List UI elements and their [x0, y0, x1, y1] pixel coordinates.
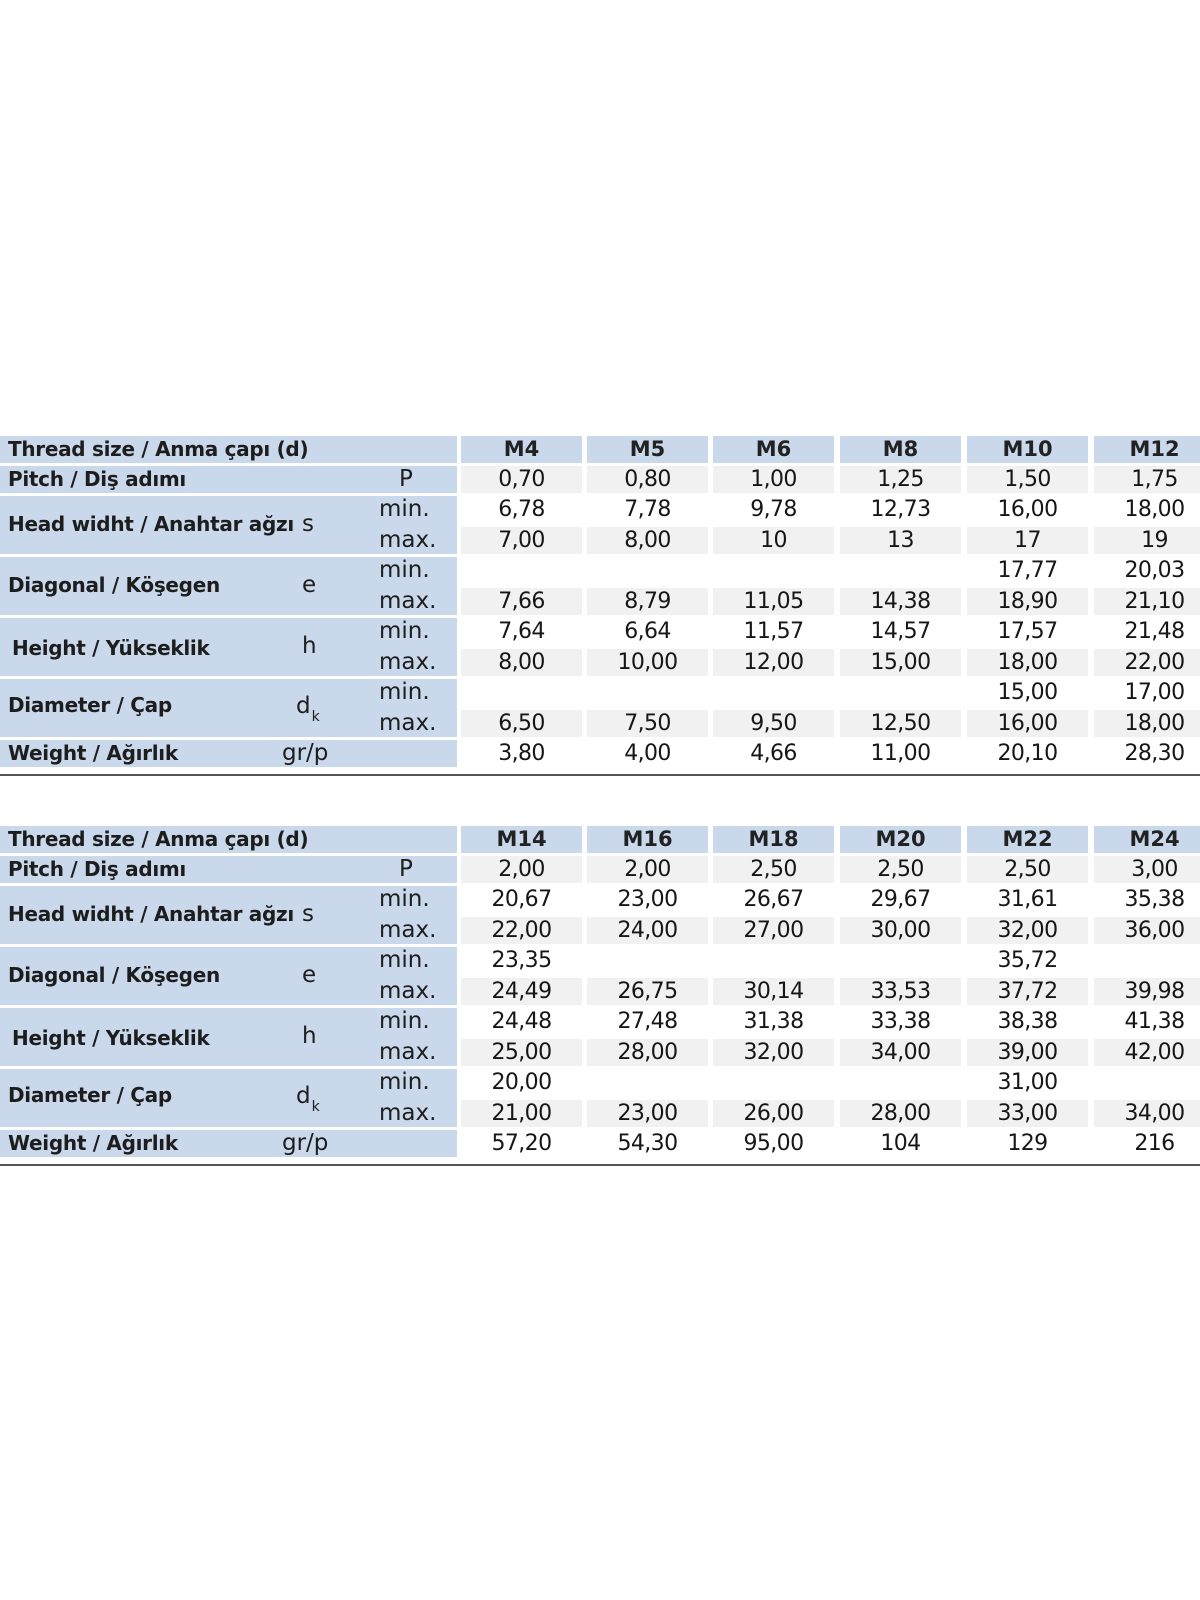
size-column-header: M22 — [967, 826, 1088, 853]
max-label: max. — [379, 527, 437, 553]
head-width-max-row — [0, 527, 1200, 554]
table-cell: 15,00 — [997, 680, 1058, 705]
table-cell: 2,50 — [713, 856, 834, 883]
row-symbol: P — [399, 466, 413, 492]
table-cell — [840, 679, 961, 706]
table-cell: 6,78 — [498, 497, 545, 522]
header-label: Thread size / Anma çapı (d) — [8, 827, 309, 851]
min-label: min. — [379, 1008, 430, 1034]
table-cell: 24,49 — [461, 978, 582, 1005]
table-cell: 38,38 — [997, 1009, 1058, 1034]
max-label: max. — [379, 1100, 437, 1126]
diagonal-min-row — [0, 947, 1200, 988]
table-cell: 18,00 — [1124, 497, 1185, 522]
table-cell: 29,67 — [870, 887, 931, 912]
table-cell: 57,20 — [491, 1131, 552, 1156]
table-cell: 19 — [1094, 527, 1200, 554]
row-symbol: s — [302, 511, 314, 537]
table-cell: 216 — [1134, 1131, 1175, 1156]
size-column-header: M14 — [461, 826, 582, 853]
table-cell: 1,00 — [713, 466, 834, 493]
table-cell: 35,72 — [997, 948, 1058, 973]
size-column-header: M4 — [461, 436, 582, 463]
table-cell: 13 — [840, 527, 961, 554]
row-label: Pitch / Diş adımı — [8, 467, 186, 491]
table-cell: 54,30 — [617, 1131, 678, 1156]
table-cell: 6,50 — [461, 710, 582, 737]
table-cell: 1,75 — [1094, 466, 1200, 493]
table-cell: 27,48 — [617, 1009, 678, 1034]
size-column-header: M8 — [840, 436, 961, 463]
table-cell: 31,38 — [743, 1009, 804, 1034]
table-cell: 17,77 — [997, 558, 1058, 583]
table-cell: 36,00 — [1094, 917, 1200, 944]
table-cell — [587, 1069, 708, 1096]
table-cell: 39,00 — [967, 1039, 1088, 1066]
row-symbol: h — [302, 633, 317, 659]
table-cell: 33,00 — [967, 1100, 1088, 1127]
table-cell: 17 — [967, 527, 1088, 554]
table-cell: 28,30 — [1124, 741, 1185, 766]
row-symbol: gr/p — [282, 1130, 329, 1156]
table-cell: 12,00 — [713, 649, 834, 676]
size-column-header: M12 — [1094, 436, 1200, 463]
table-cell: 22,00 — [1094, 649, 1200, 676]
diagonal-max-row — [0, 588, 1200, 615]
table-cell: 3,80 — [498, 741, 545, 766]
table-cell — [461, 557, 582, 584]
table-cell: 21,10 — [1094, 588, 1200, 615]
size-column-header: M20 — [840, 826, 961, 853]
min-label: min. — [379, 947, 430, 973]
table-cell: 129 — [1007, 1131, 1048, 1156]
table-cell: 23,35 — [491, 948, 552, 973]
size-column-header: M5 — [587, 436, 708, 463]
table-cell: 4,00 — [624, 741, 671, 766]
table-cell: 11,05 — [713, 588, 834, 615]
table-cell: 2,00 — [587, 856, 708, 883]
max-label: max. — [379, 978, 437, 1004]
table-cell: 14,57 — [870, 619, 931, 644]
row-label: Diameter / Çap — [8, 1083, 172, 1107]
diagonal-max-row — [0, 978, 1200, 1005]
size-column-header: M10 — [967, 436, 1088, 463]
table-cell: 3,00 — [1094, 856, 1200, 883]
table-cell: 24,00 — [587, 917, 708, 944]
height-min-row — [0, 618, 1200, 660]
row-symbol: P — [399, 856, 413, 882]
table-cell: 26,75 — [587, 978, 708, 1005]
table-cell: 30,14 — [713, 978, 834, 1005]
table-cell: 25,00 — [461, 1039, 582, 1066]
table-cell: 35,38 — [1124, 887, 1185, 912]
table-cell: 104 — [880, 1131, 921, 1156]
table-cell: 95,00 — [743, 1131, 804, 1156]
table-cell — [1094, 1069, 1200, 1096]
head-width-min-row — [0, 496, 1200, 537]
table-bottom-rule — [0, 1164, 1200, 1166]
table-cell: 26,00 — [713, 1100, 834, 1127]
max-label: max. — [379, 649, 437, 675]
table-cell: 21,48 — [1124, 619, 1185, 644]
table-cell: 7,64 — [498, 619, 545, 644]
size-column-header: M24 — [1094, 826, 1200, 853]
height-min-row — [0, 1008, 1200, 1050]
table-cell — [587, 679, 708, 706]
table-cell: 11,57 — [743, 619, 804, 644]
table-cell: 34,00 — [1094, 1100, 1200, 1127]
table-cell — [840, 1069, 961, 1096]
table-cell: 20,03 — [1124, 558, 1185, 583]
table-cell: 0,70 — [461, 466, 582, 493]
row-label: Head widht / Anahtar ağzı — [8, 512, 294, 536]
row-symbol: $d_k$ — [296, 1083, 320, 1115]
table-cell — [840, 947, 961, 974]
table-cell: 15,00 — [840, 649, 961, 676]
max-label: max. — [379, 1039, 437, 1065]
row-label: Diameter / Çap — [8, 693, 172, 717]
table-cell: 23,00 — [587, 1100, 708, 1127]
table-cell — [840, 557, 961, 584]
weight-row — [0, 740, 1200, 767]
height-max-row — [0, 1039, 1200, 1066]
table-cell: 32,00 — [967, 917, 1088, 944]
table-cell — [713, 947, 834, 974]
table-cell: 18,00 — [967, 649, 1088, 676]
table-cell: 14,38 — [840, 588, 961, 615]
table-cell: 4,66 — [750, 741, 797, 766]
table-cell: 18,90 — [967, 588, 1088, 615]
table-cell: 22,00 — [461, 917, 582, 944]
head-width-min-row — [0, 886, 1200, 927]
row-label: Diagonal / Köşegen — [8, 573, 220, 597]
table-cell: 17,57 — [997, 619, 1058, 644]
weight-row — [0, 1130, 1200, 1157]
row-symbol: gr/p — [282, 740, 329, 766]
table-cell: 17,00 — [1124, 680, 1185, 705]
min-label: min. — [379, 886, 430, 912]
table-cell: 7,50 — [587, 710, 708, 737]
table-cell: 20,10 — [997, 741, 1058, 766]
table-cell: 20,67 — [491, 887, 552, 912]
row-label: Height / Yükseklik — [12, 1026, 210, 1050]
table-header-row — [0, 826, 1200, 853]
min-label: min. — [379, 496, 430, 522]
table-cell — [587, 557, 708, 584]
table-cell: 31,61 — [997, 887, 1058, 912]
table-cell: 18,00 — [1094, 710, 1200, 737]
table-cell: 1,50 — [967, 466, 1088, 493]
row-symbol: $d_k$ — [296, 693, 320, 725]
max-label: max. — [379, 917, 437, 943]
pitch-row — [0, 856, 1200, 883]
row-label: Height / Yükseklik — [12, 636, 210, 660]
table-cell: 2,00 — [461, 856, 582, 883]
table-cell: 10 — [713, 527, 834, 554]
table-cell: 30,00 — [840, 917, 961, 944]
table-cell: 8,00 — [587, 527, 708, 554]
row-label: Diagonal / Köşegen — [8, 963, 220, 987]
table-cell: 39,98 — [1094, 978, 1200, 1005]
table-bottom-rule — [0, 774, 1200, 776]
diameter-max-row — [0, 710, 1200, 737]
table-cell: 32,00 — [713, 1039, 834, 1066]
table-cell: 2,50 — [967, 856, 1088, 883]
table-cell: 2,50 — [840, 856, 961, 883]
table-cell: 8,79 — [587, 588, 708, 615]
table-cell: 10,00 — [587, 649, 708, 676]
pitch-row — [0, 466, 1200, 493]
table-cell: 23,00 — [617, 887, 678, 912]
table-cell: 7,66 — [461, 588, 582, 615]
size-column-header: M18 — [713, 826, 834, 853]
table-cell: 41,38 — [1124, 1009, 1185, 1034]
table-cell: 26,67 — [743, 887, 804, 912]
diameter-max-row — [0, 1100, 1200, 1127]
table-cell: 37,72 — [967, 978, 1088, 1005]
min-label: min. — [379, 1069, 430, 1095]
table-cell — [713, 1069, 834, 1096]
table-cell: 28,00 — [587, 1039, 708, 1066]
table-cell: 9,78 — [750, 497, 797, 522]
row-symbol: s — [302, 901, 314, 927]
row-label: Weight / Ağırlık — [8, 741, 178, 765]
table-cell — [713, 679, 834, 706]
table-cell: 8,00 — [461, 649, 582, 676]
table-cell — [713, 557, 834, 584]
row-symbol: e — [302, 572, 317, 598]
table-cell: 6,64 — [624, 619, 671, 644]
table-cell: 0,80 — [587, 466, 708, 493]
table-cell: 31,00 — [997, 1070, 1058, 1095]
table-cell: 42,00 — [1094, 1039, 1200, 1066]
table-cell: 28,00 — [840, 1100, 961, 1127]
table-cell: 16,00 — [997, 497, 1058, 522]
table-cell: 12,73 — [870, 497, 931, 522]
max-label: max. — [379, 710, 437, 736]
table-cell: 7,00 — [461, 527, 582, 554]
min-label: min. — [379, 679, 430, 705]
table-cell: 20,00 — [491, 1070, 552, 1095]
row-label: Head widht / Anahtar ağzı — [8, 902, 294, 926]
size-column-header: M6 — [713, 436, 834, 463]
table-cell — [587, 947, 708, 974]
row-label: Weight / Ağırlık — [8, 1131, 178, 1155]
table-cell: 27,00 — [713, 917, 834, 944]
table-cell: 12,50 — [840, 710, 961, 737]
table-cell: 16,00 — [967, 710, 1088, 737]
min-label: min. — [379, 557, 430, 583]
table-cell: 1,25 — [840, 466, 961, 493]
table-cell: 11,00 — [870, 741, 931, 766]
min-label: min. — [379, 618, 430, 644]
header-label: Thread size / Anma çapı (d) — [8, 437, 309, 461]
table-cell: 21,00 — [461, 1100, 582, 1127]
table-header-row — [0, 436, 1200, 463]
table-cell: 9,50 — [713, 710, 834, 737]
size-column-header: M16 — [587, 826, 708, 853]
table-cell: 33,38 — [870, 1009, 931, 1034]
head-width-max-row — [0, 917, 1200, 944]
table-cell: 33,53 — [840, 978, 961, 1005]
table-cell: 34,00 — [840, 1039, 961, 1066]
row-symbol: h — [302, 1023, 317, 1049]
diagonal-min-row — [0, 557, 1200, 598]
table-cell — [1094, 947, 1200, 974]
table-cell: 7,78 — [624, 497, 671, 522]
table-cell: 24,48 — [491, 1009, 552, 1034]
row-symbol: e — [302, 962, 317, 988]
max-label: max. — [379, 588, 437, 614]
height-max-row — [0, 649, 1200, 676]
row-label: Pitch / Diş adımı — [8, 857, 186, 881]
table-cell — [461, 679, 582, 706]
